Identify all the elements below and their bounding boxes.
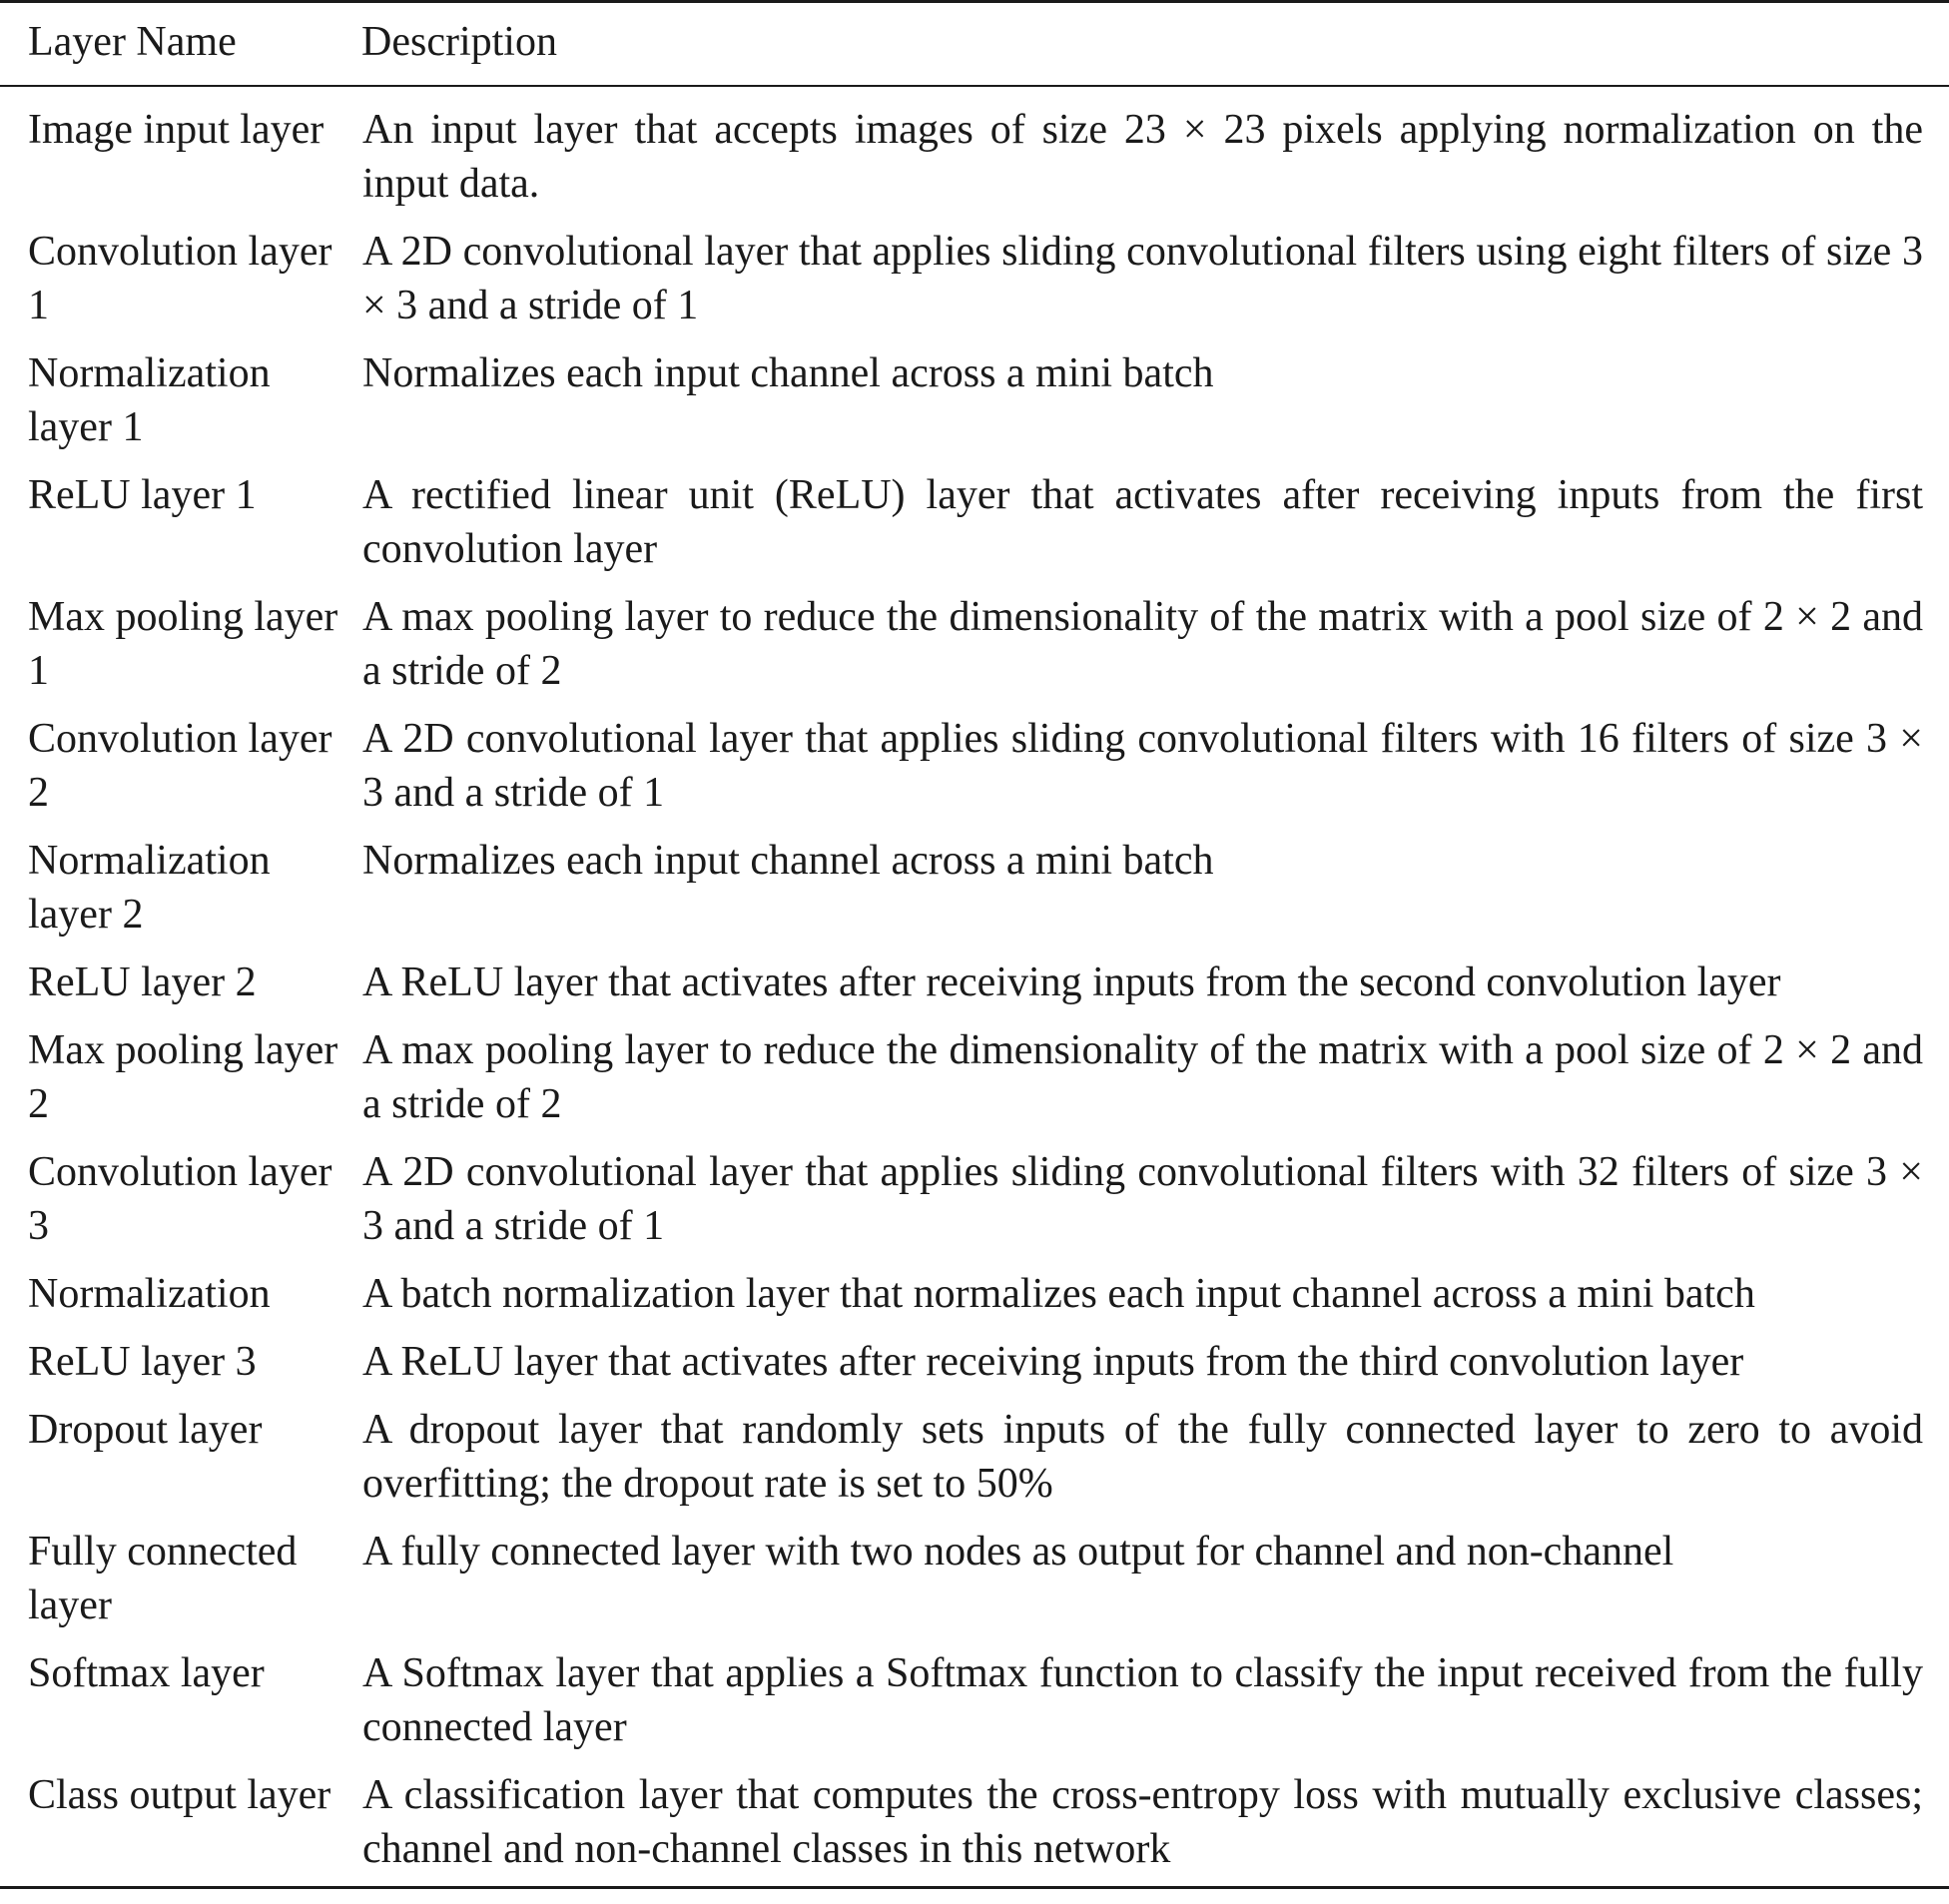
- layer-name-cell: Normalization layer 2: [28, 837, 271, 938]
- layer-description-cell: A 2D convolutional layer that applies sliding convolutional filters with 32 filters of size 3 × 3 and a stride of 1: [362, 1148, 1923, 1249]
- layer-name-cell: Fully connected layer: [28, 1528, 298, 1628]
- layer-description-cell: An input layer that accepts images of size 23 × 23 pixels applying normalization on the input data.: [362, 106, 1923, 207]
- table-row: [0, 456, 1949, 578]
- layer-name-cell: Max pooling layer 1: [28, 593, 338, 694]
- table-row: [0, 1391, 1949, 1513]
- layer-description-cell: Normalizes each input channel across a mini batch: [362, 349, 1214, 396]
- header-layer-name: Layer Name: [0, 2, 361, 86]
- table-row: [0, 1756, 1949, 1888]
- layer-description-cell: A dropout layer that randomly sets inputs of the fully connected layer to zero to avoid overfitting; the dropout rate is set to 50%: [362, 1406, 1923, 1507]
- table-row: [0, 1255, 1949, 1323]
- layer-name-cell: ReLU layer 1: [28, 471, 257, 518]
- layer-description-cell: A 2D convolutional layer that applies sliding convolutional filters using eight filters of size 3 × 3 and a stride of 1: [362, 228, 1923, 328]
- layer-name-cell: Softmax layer: [28, 1649, 265, 1696]
- table-row: [0, 1133, 1949, 1255]
- table-row: [0, 86, 1949, 213]
- layer-name-cell: Convolution layer 1: [28, 228, 332, 328]
- layer-name-cell: Convolution layer 2: [28, 715, 332, 816]
- layer-description-cell: A 2D convolutional layer that applies sliding convolutional filters with 16 filters of size 3 × 3 and a stride of 1: [362, 715, 1923, 816]
- layer-description-cell: A ReLU layer that activates after receiving inputs from the third convolution layer: [362, 1338, 1744, 1385]
- table-row: [0, 1323, 1949, 1391]
- layer-description-cell: A Softmax layer that applies a Softmax function to classify the input received from the fully connected layer: [362, 1649, 1923, 1750]
- table-row: [0, 334, 1949, 456]
- table-header: [0, 2, 1949, 86]
- table-row: [0, 1634, 1949, 1756]
- header-row: [0, 2, 1949, 86]
- layer-description-cell: A batch normalization layer that normalizes each input channel across a mini batch: [362, 1270, 1755, 1317]
- layer-name-cell: Convolution layer 3: [28, 1148, 332, 1249]
- layer-name-cell: ReLU layer 2: [28, 958, 257, 1005]
- header-description: Description: [361, 2, 1949, 86]
- table-row: [0, 213, 1949, 334]
- layer-name-cell: Normalization layer 1: [28, 349, 271, 450]
- layer-description-cell: A max pooling layer to reduce the dimensionality of the matrix with a pool size of 2 × 2 and a stride of 2: [362, 593, 1923, 694]
- layer-description-cell: A rectified linear unit (ReLU) layer that activates after receiving inputs from the first convolution layer: [362, 471, 1923, 572]
- table-row: [0, 822, 1949, 944]
- layer-description-cell: Normalizes each input channel across a mini batch: [362, 837, 1214, 884]
- table-row: [0, 1011, 1949, 1133]
- table-row: [0, 1513, 1949, 1634]
- layer-name-cell: ReLU layer 3: [28, 1338, 257, 1385]
- table-row: [0, 944, 1949, 1011]
- layer-name-cell: Image input layer: [28, 106, 325, 153]
- table-row: [0, 700, 1949, 822]
- layer-name-cell: Class output layer: [0, 1756, 361, 1888]
- layer-name-cell: Dropout layer: [28, 1406, 263, 1453]
- layer-description-cell: A ReLU layer that activates after receiving inputs from the second convolution layer: [362, 958, 1781, 1005]
- layer-description-cell: A max pooling layer to reduce the dimensionality of the matrix with a pool size of 2 × 2 and a stride of 2: [362, 1026, 1923, 1127]
- layer-name-cell: Normalization: [28, 1270, 271, 1317]
- table-row: [0, 578, 1949, 700]
- layer-description-cell: A classification layer that computes the cross-entropy loss with mutually exclusive classes; channel and non-channel classes in this network: [361, 1756, 1949, 1888]
- layer-name-cell: Max pooling layer 2: [28, 1026, 338, 1127]
- layer-description-cell: A fully connected layer with two nodes as output for channel and non-channel: [362, 1528, 1674, 1575]
- table-body: [0, 86, 1949, 1888]
